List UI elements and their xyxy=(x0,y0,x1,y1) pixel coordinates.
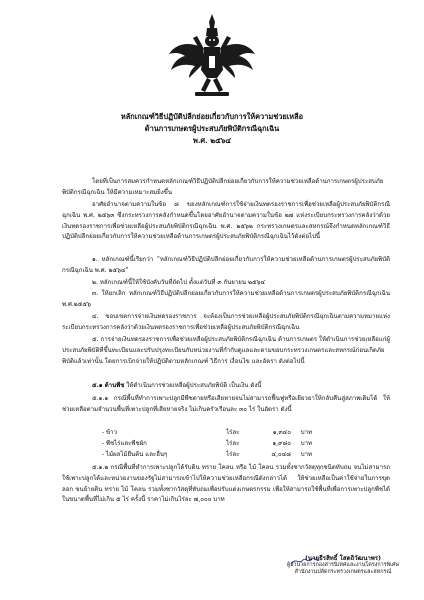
crop-amount: ๑,๙๘๐ xyxy=(272,440,292,447)
crop-unit: ไร่ละ xyxy=(226,451,240,458)
crop-amount: ๑,๓๔๐ xyxy=(272,429,292,436)
crop-name: - พืชไร่และพืชผัก xyxy=(102,440,147,447)
crop-currency: บาท xyxy=(300,429,313,436)
crop-rate-row xyxy=(102,438,312,449)
crop-unit: ไร่ละ xyxy=(226,429,240,436)
crop-amount: ๔,๐๔๘ xyxy=(271,451,292,458)
crop-rate-row xyxy=(102,449,312,460)
subclause-5-1-2: ๕.๑.๒ กรณีพื้นที่ทำการเพาะปลูกได้รับดิน ทราย โคลน หรือ ไม้ โคลน รวมทั้งซากวัสดุทุกชนิดทับถม จนไม่สามารถใช้เพาะปลูกได้และหน่วยงานของรัฐไม่สามารถเข้าไปให้ความช่วยเหลือกรณีดังกล่าวได้ ให้ช่วยเหลือเป็นค่าใช้จ่ายในการขุดลอก ขนย้ายดิน ทราย ไม้ โคลน รวมทั้งซากวัสดุที่ทับถมเพื่อปรับแต่งเกษตรกรรม เพื่อให้สามารถใช้พื้นที่เพื่อการเพาะปลูกพืชได้ในขนาดพื้นที่ไม่เกิน ๕ ไร่ ครั้งนี้ ราคาไม่เกินไร่ละ ๗,๐๐๐ บาท xyxy=(62,464,390,504)
garuda-emblem-icon xyxy=(165,12,259,98)
subclause-5-1-label: ๕.๑ ด้านพืช xyxy=(92,382,125,389)
authority-paragraph: อาศัยอำนาจตามความในข้อ ๘ ของหลักเกณฑ์การใช้จ่ายเงินทดรองราชการเพื่อช่วยเหลือผู้ประสบภัยพิบัติกรณีฉุกเฉิน พ.ศ. ๒๕๖๓ ซึ่งกระทรวงการคลังกำหนดขึ้นโดยอาศัยอำนาจตามความในข้อ ๒๗ แห่งระเบียบกระทรวงการคลังว่าด้วยเงินทดรองราชการเพื่อช่วยเหลือผู้ประสบภัยพิบัติกรณีฉุกเฉิน พ.ศ. ๒๕๖๒ กระทรวงเกษตรและสหกรณ์จึงกำหนดหลักเกณฑ์วิธีปฏิบัติปลีกย่อยเกี่ยวกับการให้ความช่วยเหลือด้านการเกษตรผู้ประสบภัยพิบัติกรณีฉุกเฉินไว้ดังต่อไปนี้ xyxy=(62,201,390,241)
crop-rate-list xyxy=(102,427,312,460)
signatory-position-1: ผู้อำนวยการกองสารนิเทศและงานโครงการพิเศษ xyxy=(287,562,399,569)
subclause-5-1 xyxy=(62,381,390,392)
crop-currency: บาท xyxy=(300,440,313,447)
preamble-paragraph: โดยที่เป็นการสมควรกำหนดหลักเกณฑ์วิธีปฏิบัติปลีกย่อยเกี่ยวกับการให้ความช่วยเหลือด้านการเกษตรผู้ประสบภัยพิบัติกรณีฉุกเฉิน ให้มีความเหมาะสมยิ่งขึ้น xyxy=(62,178,384,196)
clause-2: ๒. หลักเกณฑ์นี้ให้ใช้บังคับวันที่ถัดไป ตั้งแต่วันที่ ๓ กันยายน ๒๕๖๔ xyxy=(92,279,266,286)
clause-4: ๔. ขอบเขตการจ่ายเงินทดรองราชการ จะต้องเป็นการช่วยเหลือผู้ประสบภัยพิบัติกรณีฉุกเฉินตามความหมายแห่งระเบียบกระทรวงการคลังว่าด้วยเงินทดรองราชการเพื่อช่วยเหลือผู้ประสบภัยพิบัติกรณีฉุกเฉิน xyxy=(62,313,390,331)
document-title-line-1: หลักเกณฑ์วิธีปฏิบัติปลีกย่อยเกี่ยวกับการให้ความช่วยเหลือ xyxy=(120,112,304,121)
subclause-5-1-text: ให้ดำเนินการช่วยเหลือผู้ประสบภัยพิบัติ เป็นเงิน ดังนี้ xyxy=(126,382,262,389)
crop-rate-row xyxy=(102,427,312,438)
clause-1: ๑. หลักเกณฑ์นี้เรียกว่า "หลักเกณฑ์วิธีปฏิบัติปลีกย่อยเกี่ยวกับการให้ความช่วยเหลือด้านการเกษตรผู้ประสบภัยพิบัติกรณีฉุกเฉิน พ.ศ. ๒๕๖๔" xyxy=(62,256,390,274)
subclause-5-1-1: ๕.๑.๑ กรณีพื้นที่ทำการเพาะปลูกมีพืชตายหรือเสียหายจนไม่สามารถฟื้นฟูหรือเยียวยาให้กลับคืนสู่สภาพเดิมได้ ให้ช่วยเหลือตามจำนวนพื้นที่เพาะปลูกที่เสียหายจริง ไม่เกินครัวเรือนละ ๓๐ ไร่ ในอัตรา ดังนี้ xyxy=(62,395,390,413)
document-year: พ.ศ. ๒๕๖๔ xyxy=(192,136,232,145)
crop-name: - ไม้ผลไม้ยืนต้น และอื่นๆ xyxy=(102,451,168,458)
clause-3: ๓. ให้ยกเลิก หลักเกณฑ์วิธีปฏิบัติปลีกย่อยเกี่ยวกับการให้ความช่วยเหลือด้านการเกษตรผู้ประสบภัยพิบัติกรณีฉุกเฉิน พ.ศ.๒๕๕๖ xyxy=(62,290,390,308)
crop-unit: ไร่ละ xyxy=(226,440,240,447)
signatory-position-2: สำนักงานปลัดกระทรวงเกษตรและสหกรณ์ xyxy=(294,569,392,576)
crop-name: - ข้าว xyxy=(102,429,118,436)
clause-5: ๕. การจ่ายเงินทดรองราชการเพื่อช่วยเหลือผู้ประสบภัยพิบัติกรณีฉุกเฉิน ด้านการเกษตร ให้ดำเนินการช่วยเหลือแก่ผู้ประสบภัยพิบัติที่ขึ้นทะเบียนและปรับปรุงทะเบียนกับหน่วยงานที่กำกับดูแลและตามขอบกระทรวงเกษตรและสหกรณ์ก่อนเกิดภัยพิบัติแล้วเท่านั้น โดยการเบิกจ่ายให้ปฏิบัติตามหลักเกณฑ์ วิธีการ เงื่อนไข และอัตรา ดังต่อไปนี้ xyxy=(62,336,390,365)
document-title-line-2: ด้านการเกษตรผู้ประสบภัยพิบัติกรณีฉุกเฉิน xyxy=(144,124,280,133)
signatory-name: (นายธีรสิทธิ์ โสตถิวัฒนาพร) xyxy=(305,555,381,562)
signature-block xyxy=(283,555,403,577)
crop-currency: บาท xyxy=(300,451,313,458)
